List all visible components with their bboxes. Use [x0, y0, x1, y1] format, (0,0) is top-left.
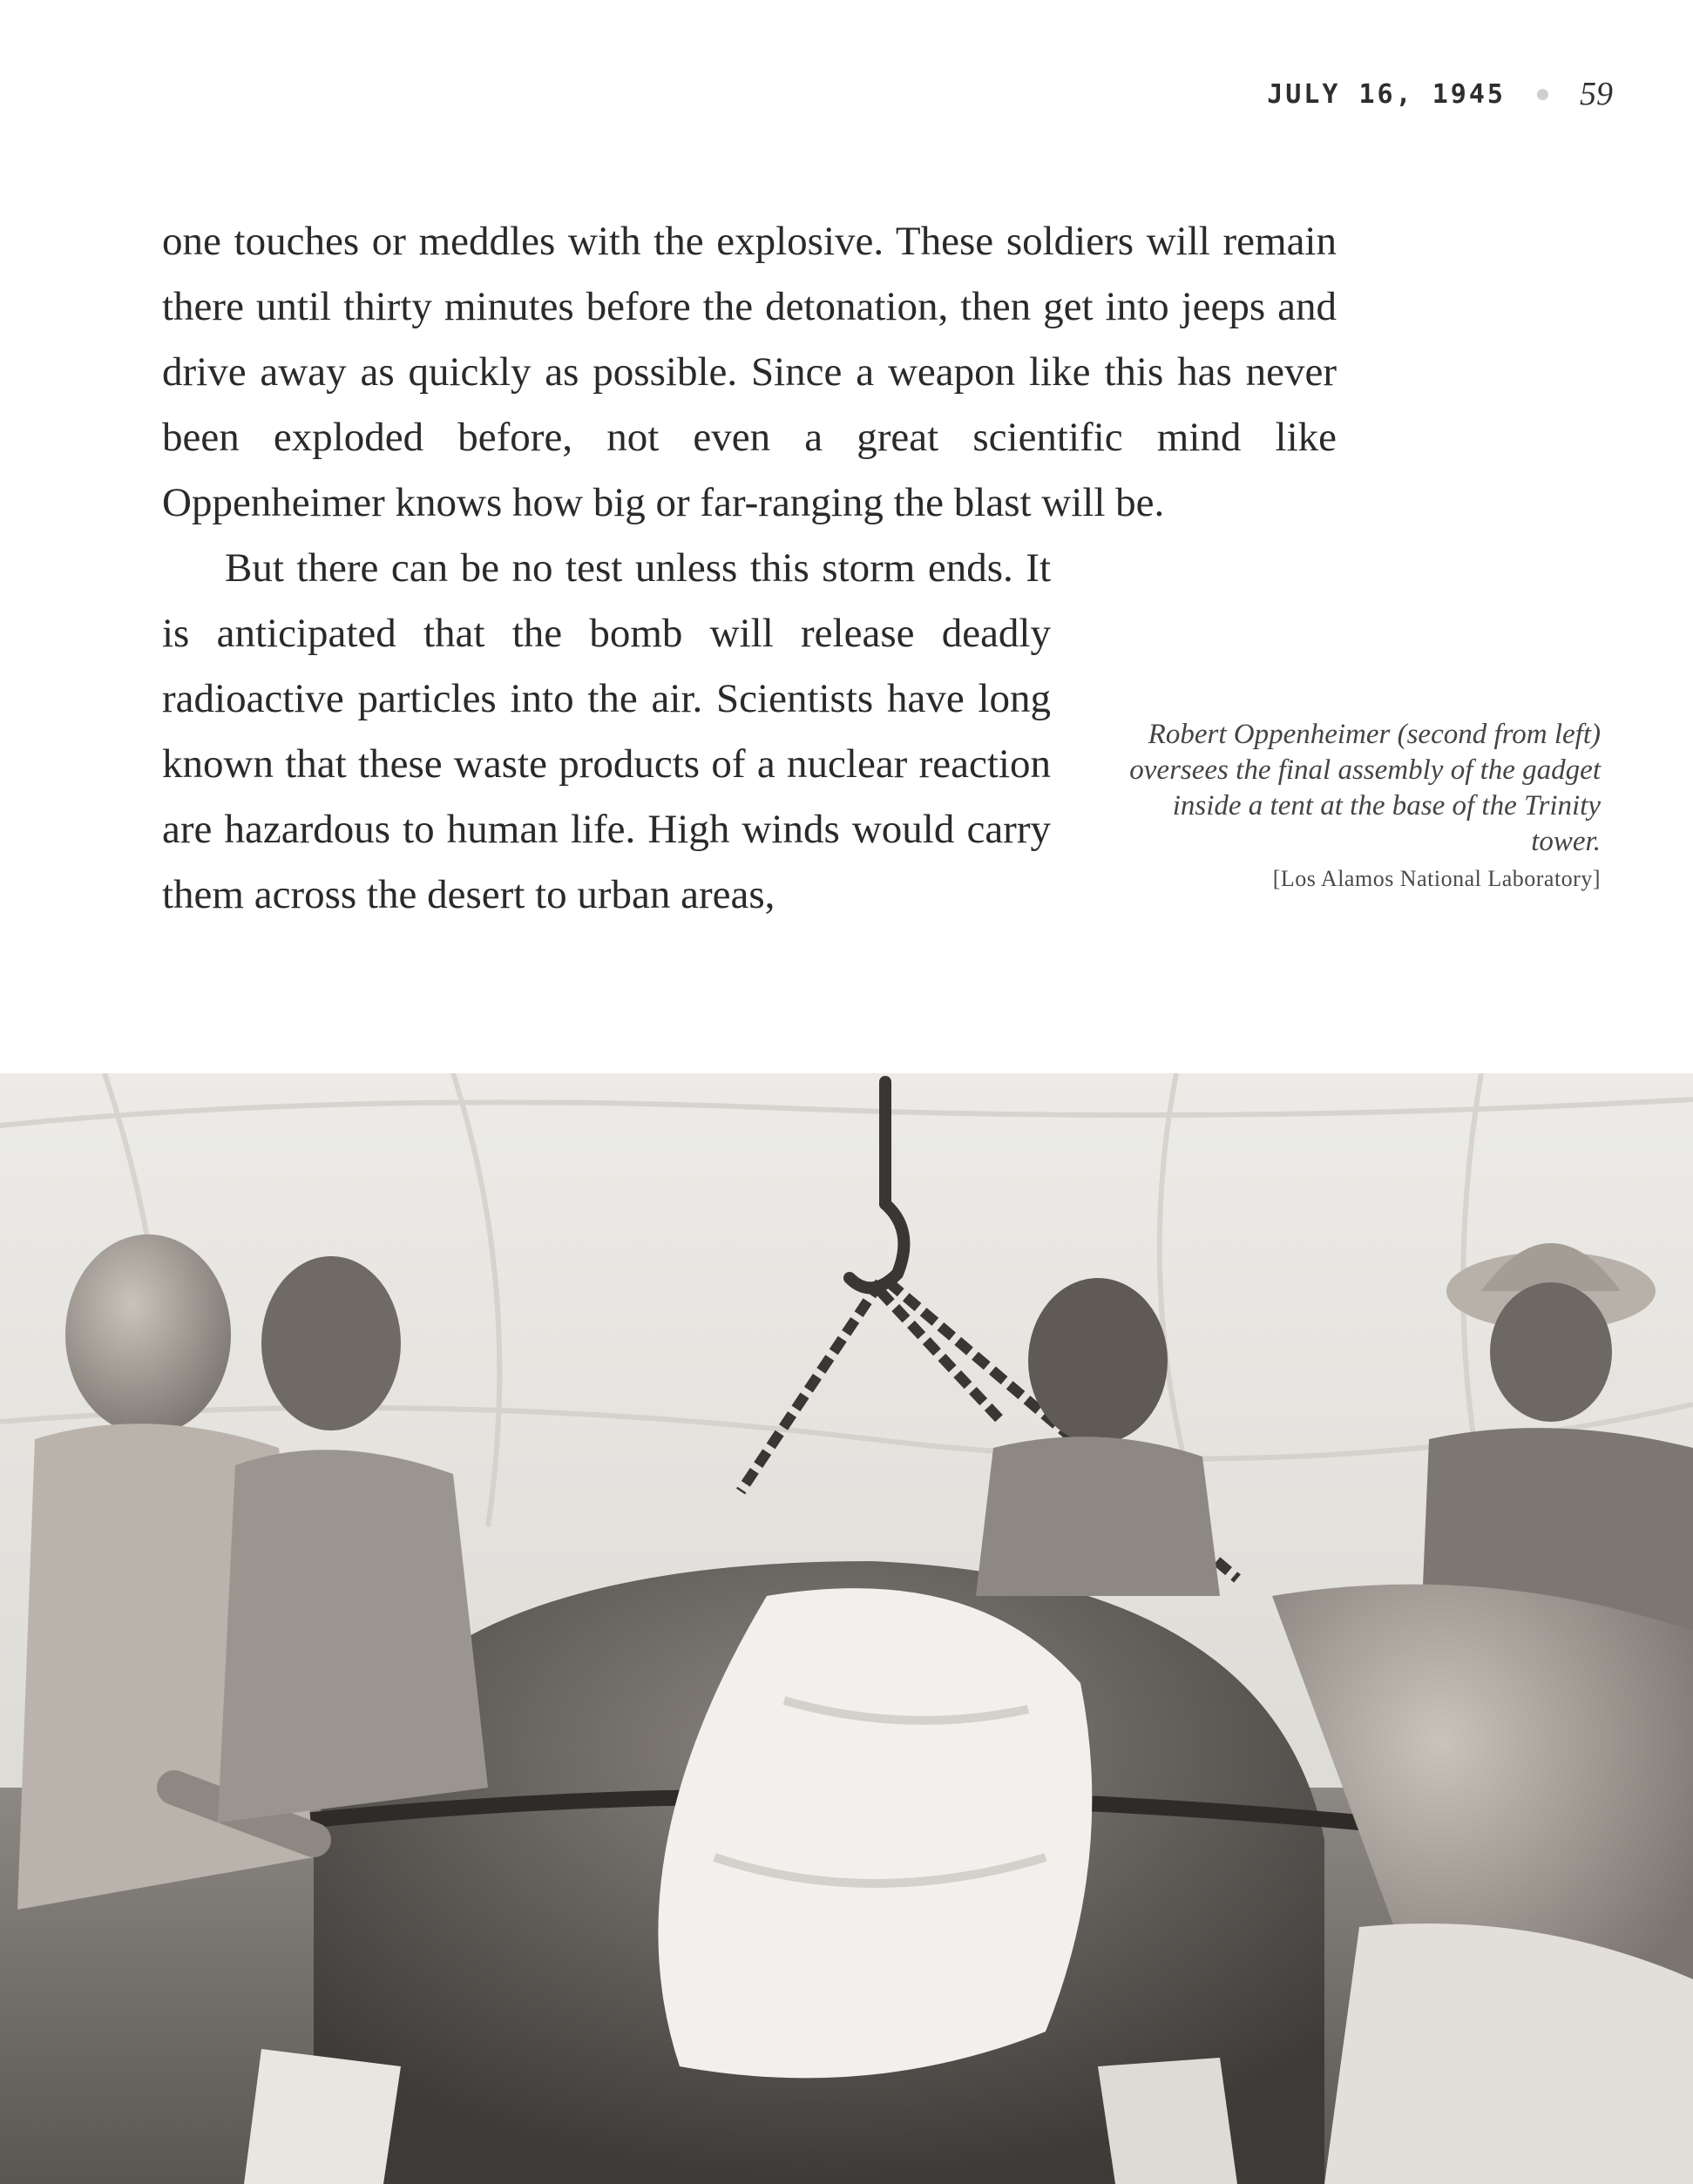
paragraph-2: But there can be no test unless this storm ends. It is anticipated that the bomb will release deadly radioactive particles into the air. Scientists have long known that these waste products of a nuclear reaction are hazardous to human life. High winds would carry them across the desert to urban areas, [162, 545, 1051, 917]
paragraph-1: one touches or meddles with the explosive. These soldiers will remain there until thirty minutes before the detonation, then get into jeeps and drive away as quickly as possible. Since a weapon like this has never been exploded before, not even a great scientific mind like Oppenheimer knows how big or far-ranging the blast will be. [162, 219, 1337, 525]
chapter-date: JULY 16, 1945 [1267, 78, 1506, 110]
foreground-patch [244, 2049, 401, 2184]
separator-bullet-icon [1537, 89, 1548, 100]
running-header [1267, 75, 1613, 113]
page-number: 59 [1580, 76, 1613, 112]
photo-credit: [Los Alamos National Laboratory] [1272, 866, 1601, 891]
photo-illustration [0, 1073, 1693, 2184]
caption-text: Robert Oppenheimer (second from left) oversees the final assembly of the gadget inside a tent at the base of the Trinity tower. [1129, 719, 1601, 857]
assembly-photograph [0, 1073, 1693, 2184]
photo-caption [1113, 717, 1601, 896]
